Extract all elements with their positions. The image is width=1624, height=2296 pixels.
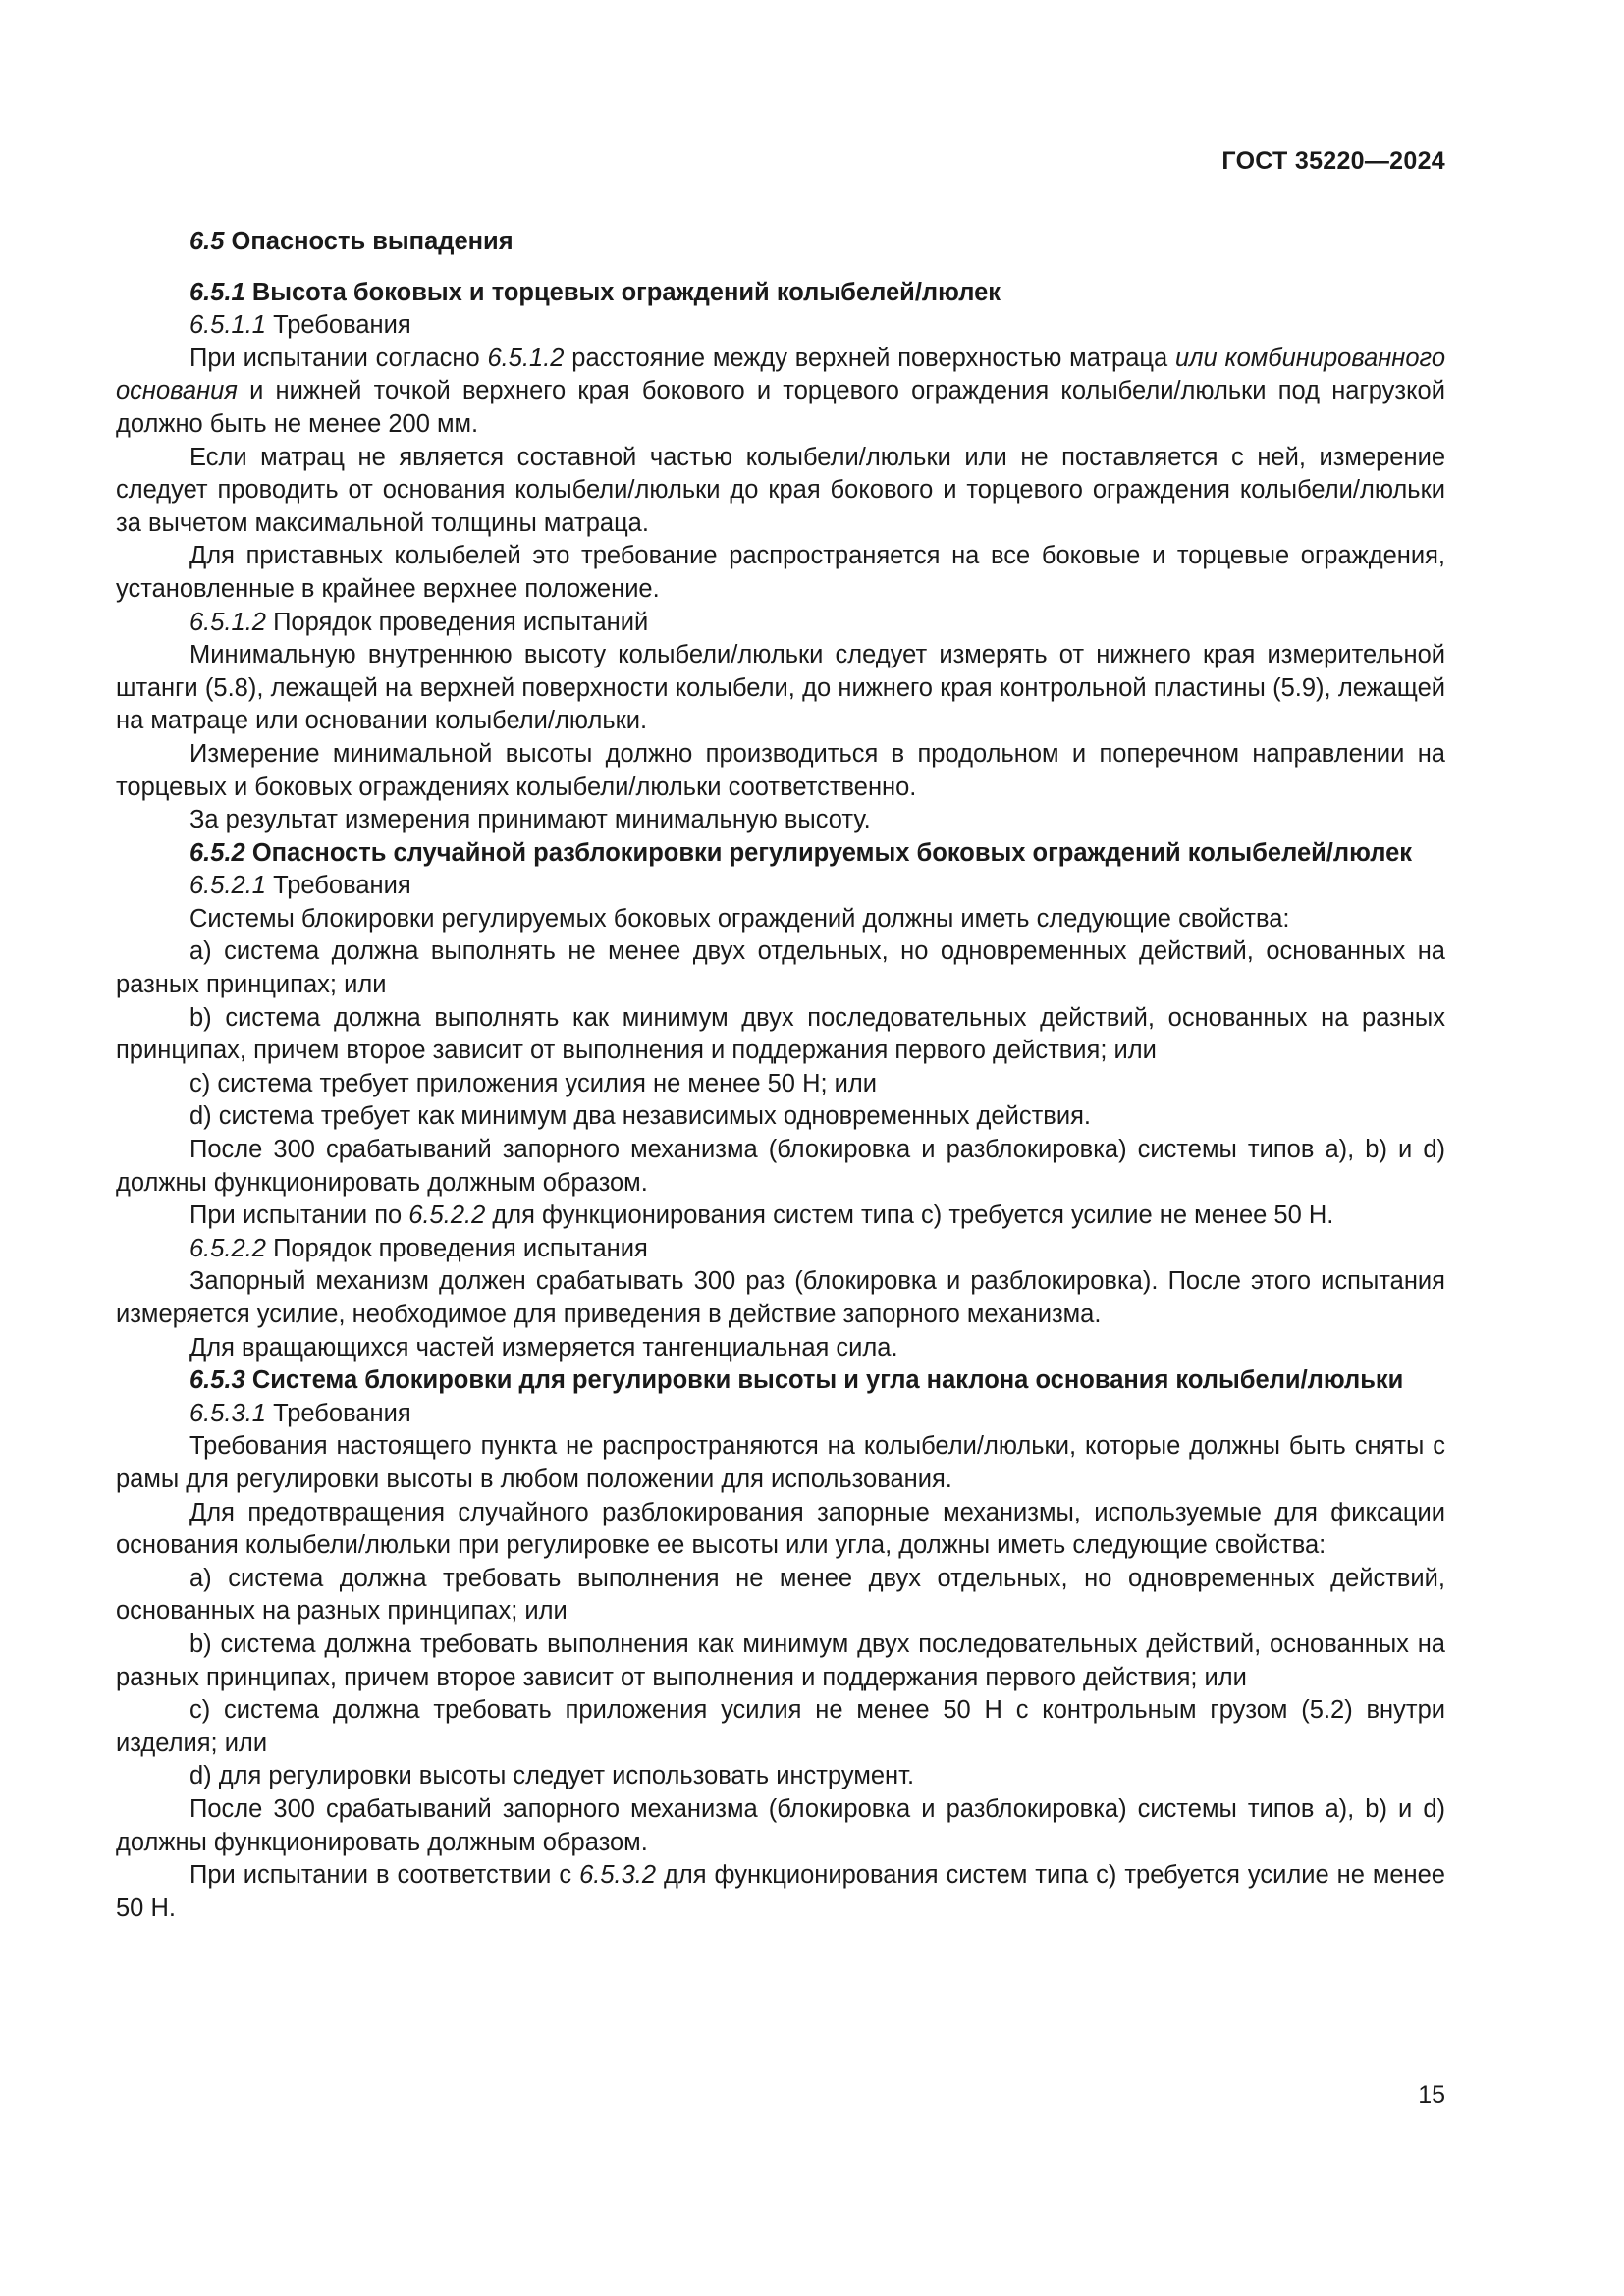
paragraph: При испытании согласно 6.5.1.2 расстояние между верхней поверхностью матраца или комбинированного основания и нижней точкой верхнего края бокового и торцевого ограждения колыбели/люльки под нагрузкой должно быть не менее 200 мм.: [116, 344, 1445, 438]
list-item-a: a) система должна требовать выполнения не менее двух отдельных, но одновременных действий, основанных на разных принципах; или: [116, 1564, 1445, 1626]
paragraph: Для вращающихся частей измеряется тангенциальная сила.: [189, 1333, 898, 1362]
subheading-6-5-3-1: 6.5.3.1 Требования: [189, 1399, 411, 1427]
section-heading-6-5-3: 6.5.3 Система блокировки для регулировки высоты и угла наклона основания колыбели/люльки: [189, 1366, 1404, 1395]
list-item-b: b) система должна требовать выполнения как минимум двух последовательных действий, основанных на разных принципах, причем второе зависит от выполнения и поддержания первого действия; или: [116, 1629, 1445, 1691]
section-heading-6-5-2: 6.5.2 Опасность случайной разблокировки регулируемых боковых ограждений колыбелей/люлек: [189, 838, 1413, 867]
paragraph: Для приставных колыбелей это требование распространяется на все боковые и торцевые ограждения, установленные в крайнее верхнее положение.: [116, 542, 1445, 603]
subheading-6-5-2-2: 6.5.2.2 Порядок проведения испытания: [189, 1234, 648, 1262]
list-item-a: a) система должна выполнять не менее двух отдельных, но одновременных действий, основанных на разных принципах; или: [116, 937, 1445, 999]
paragraph: После 300 срабатываний запорного механизма (блокировка и разблокировка) системы типов a), b) и d) должны функционировать должным образом.: [116, 1794, 1445, 1856]
paragraph: Запорный механизм должен срабатывать 300 раз (блокировка и разблокировка). После этого испытания измеряется усилие, необходимое для приведения в действие запорного механизма.: [116, 1267, 1445, 1328]
document-body: [116, 226, 1445, 1925]
subheading-6-5-1-1: 6.5.1.1 Требования: [189, 311, 411, 340]
section-heading-6-5-1: 6.5.1 Высота боковых и торцевых ограждений колыбелей/люлек: [189, 278, 1001, 306]
paragraph: Минимальную внутреннюю высоту колыбели/люльки следует измерять от нижнего края измерительной штанги (5.8), лежащей на верхней поверхности колыбели, до нижнего края контрольной пластины (5.9), лежащей на матраце или основании колыбели/люльки.: [116, 641, 1445, 735]
list-item-d: d) для регулировки высоты следует использовать инструмент.: [189, 1762, 915, 1790]
document-id-header: ГОСТ 35220—2024: [1221, 147, 1445, 175]
paragraph: Для предотвращения случайного разблокирования запорные механизмы, используемые для фиксации основания колыбели/люльки при регулировке ее высоты или угла, должны иметь следующие свойства:: [116, 1498, 1445, 1560]
cross-reference: 6.5.3.2: [579, 1861, 657, 1890]
paragraph: После 300 срабатываний запорного механизма (блокировка и разблокировка) системы типов a), b) и d) должны функционировать должным образом.: [116, 1136, 1445, 1197]
paragraph: Если матрац не является составной частью колыбели/люльки или не поставляется с ней, измерение следует проводить от основания колыбели/люльки до края бокового и торцевого ограждения колыбели/люльки за вычетом максимальной толщины матраца.: [116, 443, 1445, 537]
subheading-6-5-1-2: 6.5.1.2 Порядок проведения испытаний: [189, 608, 649, 636]
paragraph: За результат измерения принимают минимальную высоту.: [189, 806, 871, 834]
subheading-6-5-2-1: 6.5.2.1 Требования: [189, 872, 411, 900]
list-item-c: c) система требует приложения усилия не менее 50 Н; или: [189, 1069, 878, 1097]
paragraph: Требования настоящего пункта не распространяются на колыбели/люльки, которые должны быть сняты с рамы для регулировки высоты в любом положении для использования.: [116, 1432, 1445, 1493]
list-item-b: b) система должна выполнять как минимум двух последовательных действий, основанных на разных принципах, причем второе зависит от выполнения и поддержания первого действия; или: [116, 1003, 1445, 1065]
cross-reference: 6.5.2.2: [408, 1201, 486, 1230]
paragraph: При испытании в соответствии с 6.5.3.2 для функционирования систем типа c) требуется усилие не менее 50 Н.: [116, 1861, 1445, 1922]
paragraph: Измерение минимальной высоты должно производиться в продольном и поперечном направлении на торцевых и боковых ограждениях колыбели/люльки соответственно.: [116, 739, 1445, 801]
paragraph: Системы блокировки регулируемых боковых ограждений должны иметь следующие свойства:: [189, 904, 1290, 933]
list-item-d: d) система требует как минимум два независимых одновременных действия.: [189, 1102, 1091, 1131]
list-item-c: c) система должна требовать приложения усилия не менее 50 Н с контрольным грузом (5.2) внутри изделия; или: [116, 1696, 1445, 1757]
paragraph: При испытании по 6.5.2.2 для функционирования систем типа c) требуется усилие не менее 50 Н.: [189, 1201, 1334, 1230]
section-heading-6-5: 6.5 Опасность выпадения: [189, 228, 514, 255]
page-number: 15: [1418, 2081, 1445, 2109]
cross-reference: 6.5.1.2: [487, 344, 565, 372]
